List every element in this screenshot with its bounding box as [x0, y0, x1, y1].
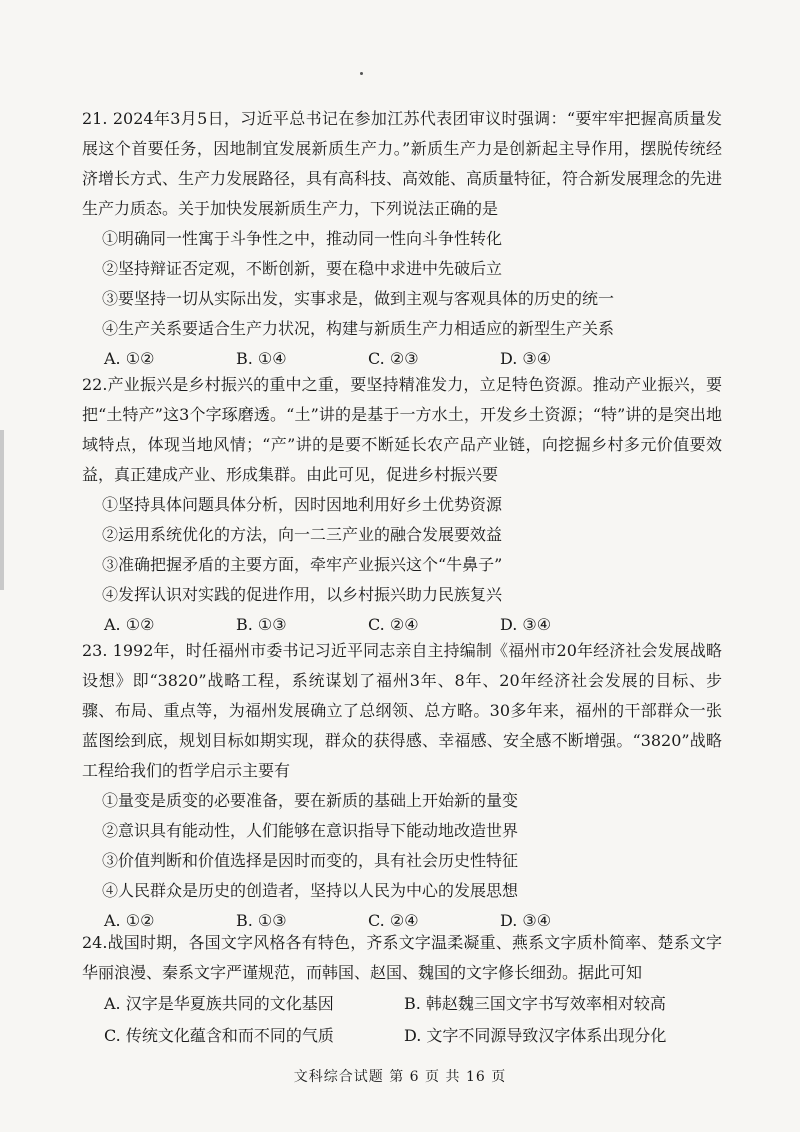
choice-d[interactable]: D. ③④: [500, 349, 552, 368]
choice-b[interactable]: B. ①③: [236, 615, 287, 634]
choice-b[interactable]: B. ①④: [236, 349, 287, 368]
choice-a[interactable]: A. 汉字是华夏族共同的文化基因: [104, 994, 334, 1013]
choice-b[interactable]: B. ①③: [236, 911, 287, 930]
question-22-stem: 22.产业振兴是乡村振兴的重中之重，要坚持精准发力，立足特色资源。推动产业振兴，要把“土特产”这3个字琢磨透。“土”讲的是基于一方水土，开发乡土资源；“特”讲的是突出地域特点，体现当地风情；“产”讲的是要不断延长农产品产业链，向挖掘乡村多元价值要效益，真正建成产业、形成集群。由此可见，促进乡村振兴要: [82, 375, 722, 484]
question-21-stem: 21. 2024年3月5日，习近平总书记在参加江苏代表团审议时强调：“要牢牢把握高质量发展这个首要任务，因地制宜发展新质生产力。”新质生产力是创新起主导作用，摆脱传统经济增长方式、生产力发展路径，具有高科技、高效能、高质量特征，符合新发展理念的先进生产力质态。关于加快发展新质生产力，下列说法正确的是: [82, 109, 723, 218]
choice-a[interactable]: A. ①②: [104, 911, 155, 930]
choice-d[interactable]: D. ③④: [500, 911, 552, 930]
question-21-option-3: ③要坚持一切从实际出发，实事求是，做到主观与客观具体的历史的统一: [102, 289, 615, 308]
question-23-option-3: ③价值判断和价值选择是因时而变的，具有社会历史性特征: [102, 851, 519, 870]
question-24: [82, 928, 722, 1052]
question-23-option-2: ②意识具有能动性，人们能够在意识指导下能动地改造世界: [102, 821, 519, 840]
question-21-option-1: ①明确同一性寓于斗争性之中，推动同一性向斗争性转化: [102, 229, 503, 248]
question-24-stem: 24.战国时期，各国文字风格各有特色，齐系文字温柔凝重、燕系文字质朴简率、楚系文字华丽浪漫、秦系文字严谨规范，而韩国、赵国、魏国的文字修长细劲。据此可知: [82, 933, 722, 982]
question-23: [82, 636, 722, 936]
choice-c[interactable]: C. ②③: [368, 349, 419, 368]
question-23-option-4: ④人民群众是历史的创造者，坚持以人民为中心的发展思想: [102, 881, 519, 900]
choice-d[interactable]: D. 文字不同源导致汉字体系出现分化: [404, 1026, 667, 1045]
question-22-option-4: ④发挥认识对实践的促进作用，以乡村振兴助力民族复兴: [102, 585, 503, 604]
choice-c[interactable]: C. ②④: [368, 615, 419, 634]
question-22: [82, 370, 722, 640]
choice-a[interactable]: A. ①②: [104, 349, 155, 368]
question-21-option-2: ②坚持辩证否定观，不断创新，要在稳中求进中先破后立: [102, 259, 503, 278]
question-24-choices: [82, 988, 722, 1052]
question-23-stem: 23. 1992年，时任福州市委书记习近平同志亲自主持编制《福州市20年经济社会发展战略设想》即“3820”战略工程，系统谋划了福州3年、8年、20年经济社会发展的目标、步骤、布局、重点等，为福州发展确立了总纲领、总方略。30多年来，福州的干部群众一张蓝图绘到底，规划目标如期实现，群众的获得感、幸福感、安全感不断增强。“3820”战略工程给我们的哲学启示主要有: [82, 641, 722, 780]
choice-c[interactable]: C. 传统文化蕴含和而不同的气质: [104, 1026, 334, 1045]
binding-edge-mark: [0, 430, 4, 590]
question-21: [82, 104, 722, 374]
question-23-option-1: ①量变是质变的必要准备，要在新质的基础上开始新的量变: [102, 791, 519, 810]
choice-c[interactable]: C. ②④: [368, 911, 419, 930]
choice-a[interactable]: A. ①②: [104, 615, 155, 634]
question-22-option-1: ①坚持具体问题具体分析，因时因地利用好乡土优势资源: [102, 495, 503, 514]
page-footer: 文科综合试题 第 6 页 共 16 页: [293, 1069, 507, 1085]
choice-b[interactable]: B. 韩赵魏三国文字书写效率相对较高: [404, 994, 666, 1013]
choice-d[interactable]: D. ③④: [500, 615, 552, 634]
question-22-option-2: ②运用系统优化的方法，向一二三产业的融合发展要效益: [102, 525, 503, 544]
scan-speck: [360, 72, 363, 75]
question-22-option-3: ③准确把握矛盾的主要方面，牵牢产业振兴这个“牛鼻子”: [102, 555, 503, 574]
question-21-option-4: ④生产关系要适合生产力状况，构建与新质生产力相适应的新型生产关系: [102, 319, 615, 338]
